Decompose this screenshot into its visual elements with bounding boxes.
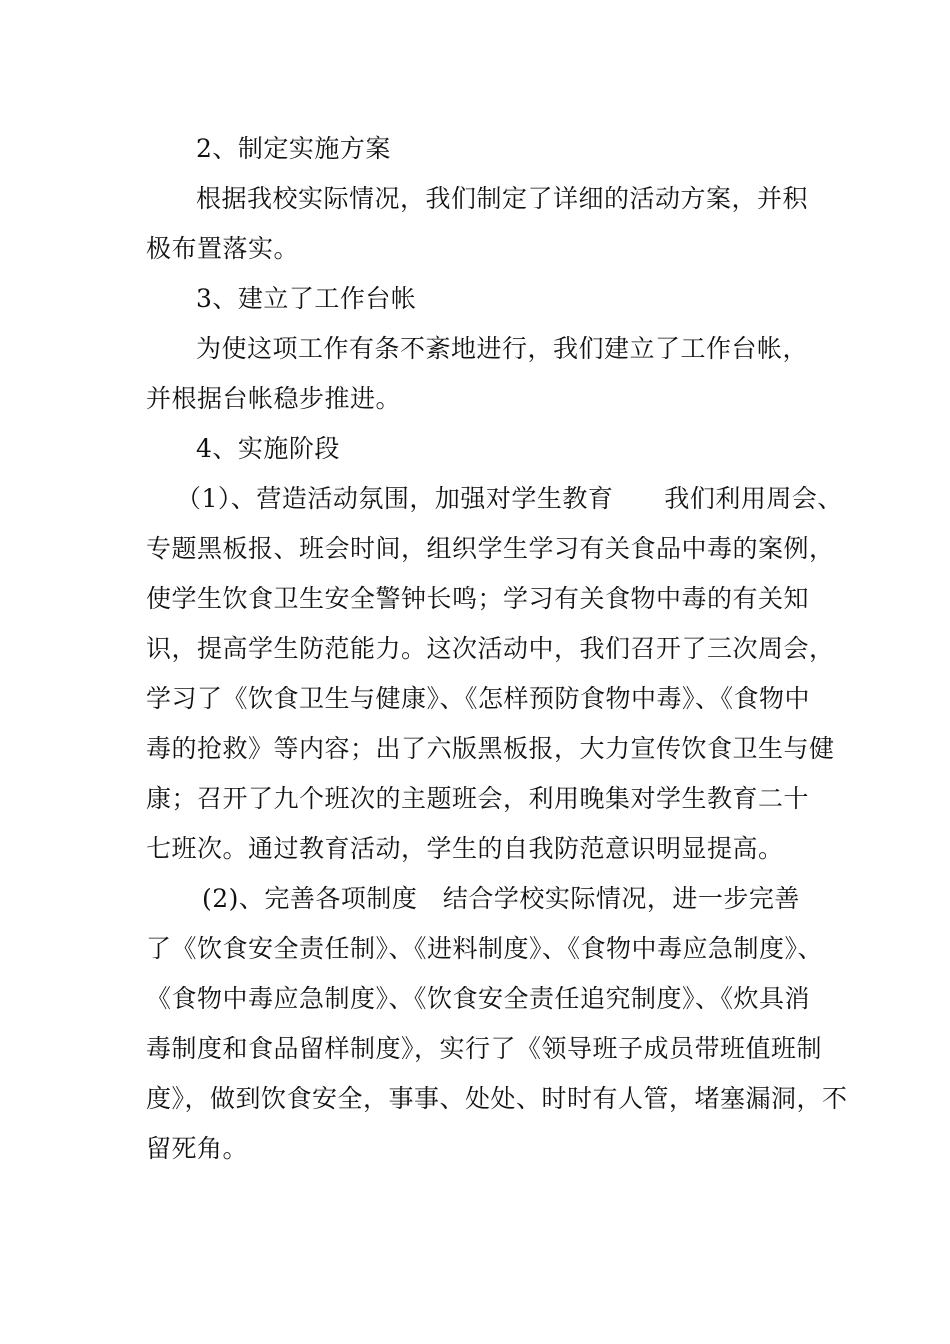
paragraph-line: 七班次。通过教育活动，学生的自我防范意识明显提高。 bbox=[146, 834, 784, 863]
paragraph-line: 根据我校实际情况，我们制定了详细的活动方案，并积 bbox=[196, 184, 809, 213]
heading-work-ledger: 3、建立了工作台帐 bbox=[196, 284, 417, 313]
paragraph-line: 毒制度和食品留样制度》，实行了《领导班子成员带班值班制 bbox=[146, 1034, 823, 1063]
paragraph-line: 了《饮食安全责任制》、《进料制度》、《食物中毒应急制度》、 bbox=[146, 934, 824, 963]
paragraph-line: (2)、完善各项制度 结合学校实际情况，进一步完善 bbox=[202, 884, 800, 913]
paragraph-line: 为使这项工作有条不紊地进行，我们建立了工作台帐， bbox=[196, 334, 809, 363]
paragraph-line: 识，提高学生防范能力。这次活动中，我们召开了三次周会， bbox=[146, 634, 835, 663]
heading-implementation-stage: 4、实施阶段 bbox=[196, 434, 340, 463]
paragraph-line: （1）、营造活动氛围，加强对学生教育 我们利用周会、 bbox=[176, 484, 843, 513]
paragraph-line: 康；召开了九个班次的主题班会，利用晚集对学生教育二十 bbox=[146, 784, 810, 813]
paragraph-line: 并根据台帐稳步推进。 bbox=[146, 384, 402, 413]
paragraph-line: 专题黑板报、班会时间，组织学生学习有关食品中毒的案例， bbox=[146, 534, 835, 563]
paragraph-line: 度》，做到饮食安全，事事、处处、时时有人管，堵塞漏洞，不 bbox=[146, 1084, 848, 1113]
paragraph-line: 使学生饮食卫生安全警钟长鸣；学习有关食物中毒的有关知 bbox=[146, 584, 810, 613]
paragraph-line: 极布置落实。 bbox=[146, 234, 300, 263]
paragraph-line: 毒的抢救》等内容；出了六版黑板报，大力宣传饮食卫生与健 bbox=[146, 734, 835, 763]
paragraph-line: 留死角。 bbox=[146, 1134, 249, 1163]
paragraph-line: 《食物中毒应急制度》、《饮食安全责任追究制度》、《炊具消 bbox=[146, 984, 811, 1013]
heading-implementation-plan: 2、制定实施方案 bbox=[196, 134, 391, 163]
paragraph-line: 学习了《饮食卫生与健康》、《怎样预防食物中毒》、《食物中 bbox=[146, 684, 811, 713]
